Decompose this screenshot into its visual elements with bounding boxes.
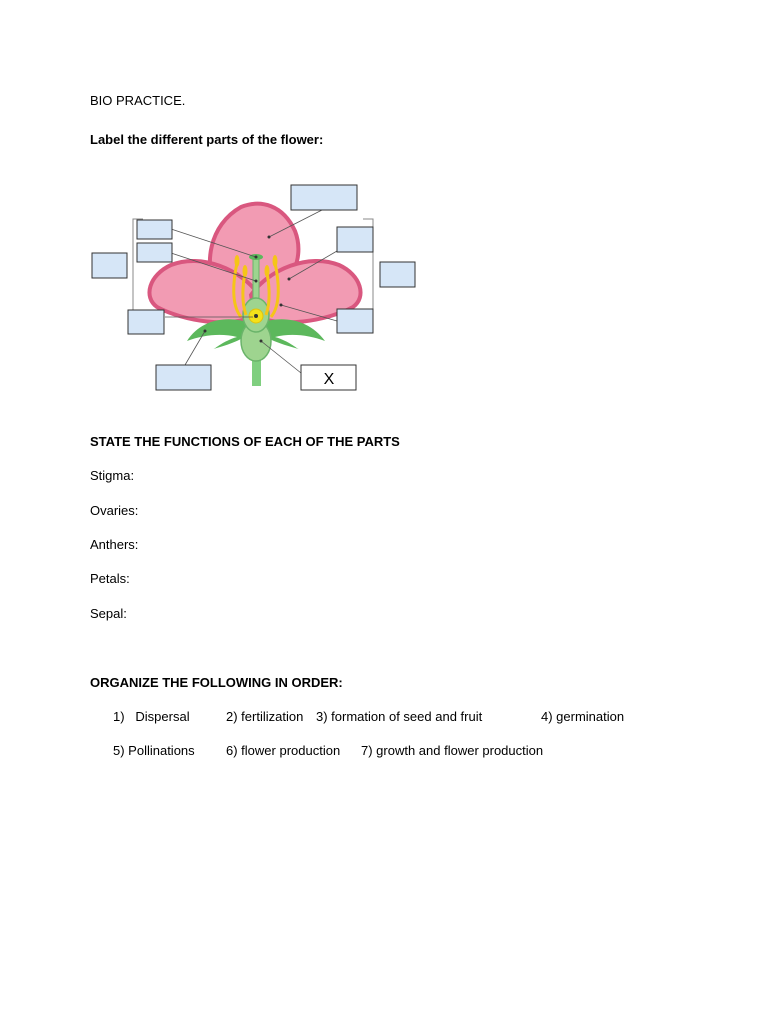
function-item-anthers: Anthers: [90, 537, 139, 552]
label-box-filament [337, 309, 373, 333]
function-item-stigma: Stigma: [90, 468, 135, 483]
document-title: BIO PRACTICE. [90, 93, 186, 108]
flower-diagram [91, 165, 417, 417]
function-item-sepal: Sepal: [90, 606, 127, 621]
order-item-dispersal: 1) Dispersal [113, 709, 190, 724]
order-item-flower-production: 6) flower production [226, 743, 341, 758]
label-prompt: Label the different parts of the flower: [90, 132, 324, 147]
order-item-germination: 4) germination [541, 709, 625, 724]
order-heading: ORGANIZE THE FOLLOWING IN ORDER: [90, 675, 343, 690]
label-box-stamen [380, 262, 415, 287]
label-box-ovary [128, 310, 164, 334]
functions-heading: STATE THE FUNCTIONS OF EACH OF THE PARTS [90, 434, 400, 449]
label-box-sepal [156, 365, 211, 390]
label-box-petal [291, 185, 357, 210]
order-item-fertilization: 2) fertilization [226, 709, 304, 724]
function-item-petals: Petals: [90, 571, 130, 586]
x-label: X [323, 371, 335, 388]
label-box-anther [337, 227, 373, 252]
label-box-pistil [92, 253, 127, 278]
order-item-seed-fruit: 3) formation of seed and fruit [316, 709, 483, 724]
label-box-stigma [137, 220, 172, 239]
ovule [254, 314, 258, 318]
order-item-growth: 7) growth and flower production [361, 743, 544, 758]
label-box-style [137, 243, 172, 262]
order-item-pollinations: 5) Pollinations [113, 743, 195, 758]
function-item-ovaries: Ovaries: [90, 503, 139, 518]
